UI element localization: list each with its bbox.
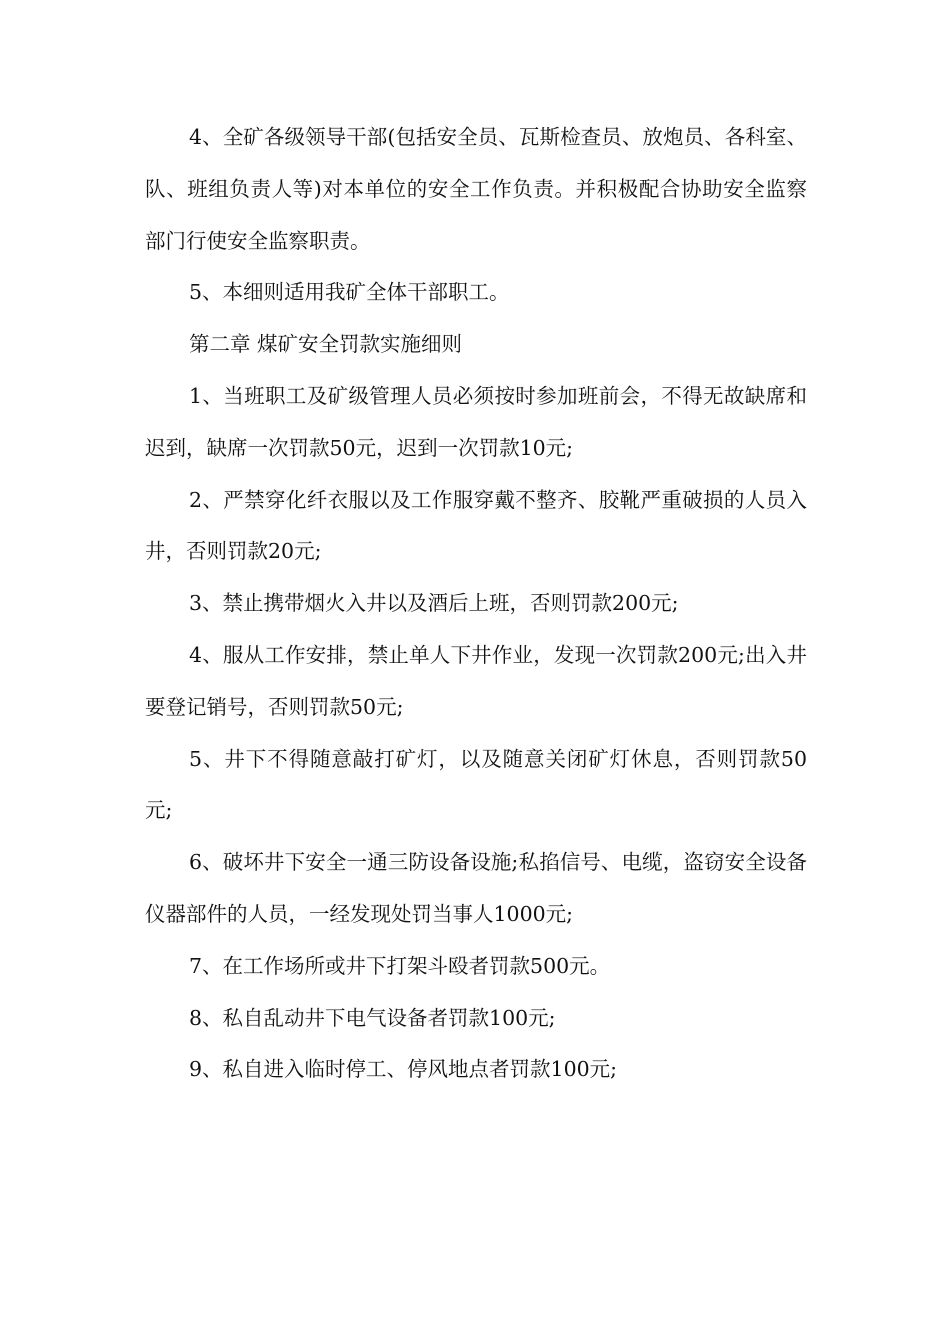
rule-item-2: 2、严禁穿化纤衣服以及工作服穿戴不整齐、胶靴严重破损的人员入井，否则罚款20元; bbox=[145, 487, 807, 564]
paragraph-leader-responsibility: 4、全矿各级领导干部(包括安全员、瓦斯检查员、放炮员、各科室、队、班组负责人等)对本单位的安全工作负责。并积极配合协助安全监察部门行使安全监察职责。 bbox=[145, 125, 807, 253]
rule-item-4: 4、服从工作安排，禁止单人下井作业，发现一次罚款200元;出入井要登记销号，否则罚款50元; bbox=[145, 642, 807, 719]
paragraph-scope: 5、本细则适用我矿全体干部职工。 bbox=[189, 280, 510, 305]
rule-item-3: 3、禁止携带烟火入井以及酒后上班，否则罚款200元; bbox=[189, 591, 679, 616]
chapter-heading: 第二章 煤矿安全罚款实施细则 bbox=[189, 332, 463, 357]
rule-item-5: 5、井下不得随意敲打矿灯，以及随意关闭矿灯休息，否则罚款50元; bbox=[145, 746, 807, 823]
rule-item-7: 7、在工作场所或井下打架斗殴者罚款500元。 bbox=[189, 953, 611, 978]
rule-item-6: 6、破坏井下安全一通三防设备设施;私掐信号、电缆，盗窃安全设备仪器部件的人员，一经发现处罚当事人1000元; bbox=[145, 850, 807, 926]
document-body bbox=[145, 112, 807, 1096]
rule-item-1: 1、当班职工及矿级管理人员必须按时参加班前会，不得无故缺席和迟到，缺席一次罚款50元，迟到一次罚款10元; bbox=[145, 383, 807, 460]
rule-item-9: 9、私自进入临时停工、停风地点者罚款100元; bbox=[189, 1057, 618, 1082]
rule-item-8: 8、私自乱动井下电气设备者罚款100元; bbox=[189, 1005, 556, 1030]
